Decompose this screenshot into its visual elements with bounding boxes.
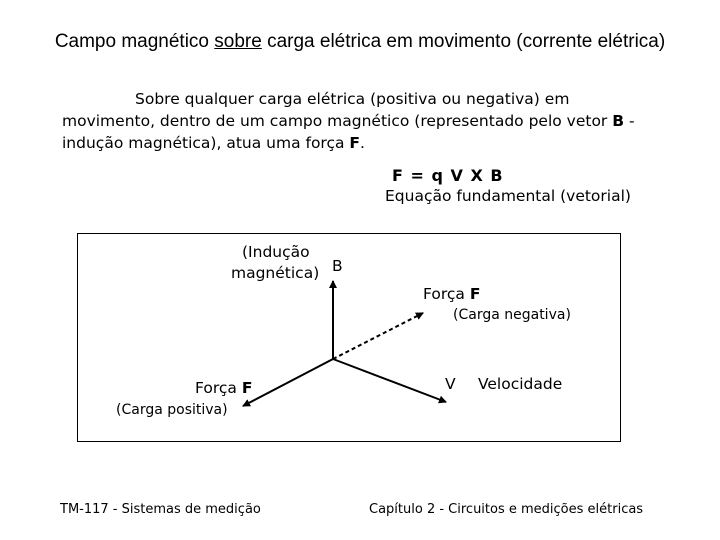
vector-b-symbol: B <box>612 112 625 130</box>
force-negative-arrow <box>333 313 423 359</box>
charge-positive-label: (Carga positiva) <box>116 402 228 418</box>
b-symbol: B <box>332 257 343 275</box>
b-label-line-1: (Indução <box>242 243 310 261</box>
footer-course: TM-117 - Sistemas de medição <box>60 502 261 517</box>
force-negative-label <box>423 285 480 303</box>
charge-negative-label: (Carga negativa) <box>453 307 571 323</box>
b-label-line-2: magnética) <box>231 264 320 282</box>
v-symbol: V <box>445 375 456 393</box>
paragraph-line-2-text: movimento, dentro de um campo magnético (representado pelo vetor <box>62 112 613 130</box>
velocity-label: Velocidade <box>478 375 563 393</box>
force-negative-text: Força <box>423 285 470 303</box>
force-positive-label <box>195 379 252 397</box>
force-negative-symbol: F <box>469 285 481 303</box>
force-positive-arrow <box>243 359 333 406</box>
paragraph-line-2-end: - <box>624 112 635 130</box>
force-positive-text: Força <box>195 379 242 397</box>
force-f-symbol: F <box>349 134 361 152</box>
v-vector-arrow <box>333 359 446 402</box>
formula-label: Equação fundamental (vetorial) <box>385 187 631 205</box>
paragraph-line-1: Sobre qualquer carga elétrica (positiva ou negativa) em <box>135 90 570 108</box>
title-part-1: Campo magnético <box>54 31 215 52</box>
formula: F = q V X B <box>392 166 504 185</box>
paragraph-line-3-text: indução magnética), atua uma força <box>62 134 350 152</box>
footer-chapter: Capítulo 2 - Circuitos e medições elétricas <box>369 502 644 517</box>
title-underlined-word: sobre <box>214 31 262 52</box>
force-positive-symbol: F <box>241 379 253 397</box>
paragraph-line-3-end: . <box>360 134 365 152</box>
title-part-2: carga elétrica em movimento (corrente elétrica) <box>261 31 666 52</box>
